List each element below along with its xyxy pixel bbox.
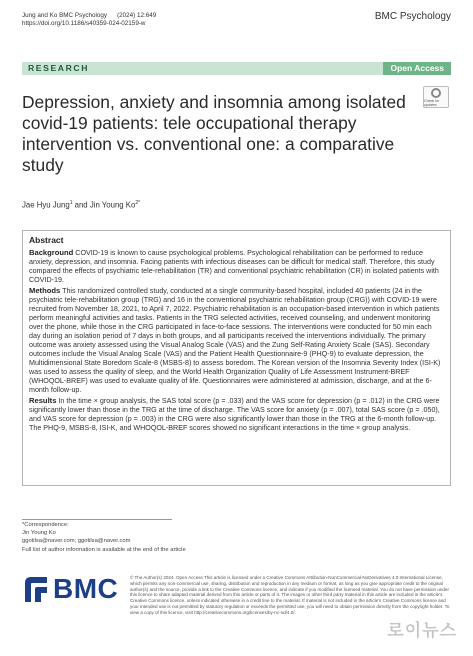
open-access-badge: Open Access	[383, 62, 451, 75]
correspondence	[22, 522, 186, 555]
author-list	[22, 200, 140, 210]
check-updates-label: Check for updates	[424, 98, 440, 107]
author-affiliation-sup: 1	[69, 200, 73, 206]
author-affiliation-sup: 2*	[135, 200, 141, 206]
article-title: Depression, anxiety and insomnia among isolated covid-19 patients: tele occupational therapy intervention vs. conventional one: a comparative study	[22, 92, 406, 175]
author-link[interactable]: Jin Young Ko	[89, 200, 136, 210]
year-volume: (2024) 12:649	[117, 12, 157, 19]
correspondence-name: Jin Young Ko	[22, 529, 56, 536]
article-type-label: RESEARCH	[28, 63, 90, 73]
author-link[interactable]: Jae Hyu Jung	[22, 200, 70, 210]
footnote-divider	[22, 519, 172, 520]
results-label: Results	[29, 396, 57, 406]
bmc-logo	[22, 573, 118, 605]
abstract-heading: Abstract	[29, 235, 64, 245]
citation: Jung and Ko BMC Psychology	[22, 12, 108, 19]
correspondence-email[interactable]: ggotilsa@naver.com; ggotilsa@naver.com	[22, 537, 131, 544]
doi-link[interactable]: https://doi.org/10.1186/s40359-024-02159-w	[22, 20, 146, 27]
watermark: 로이뉴스	[387, 621, 457, 640]
methods-text: This randomized controlled study, conducted at a single community-based hospital, included 40 patients (24 in the psychiatric tele-rehabilitation group (TRG) and 16 in the conventional psychiatric rehabilitation group (CRG)) with COVID-19 were recruited from November 18, 2021, to April 7, 2022. Psychiatric rehabilitation is an occupation-based intervention in which patients perform meaningful activities and tasks. Patients in the TRG selected activities, received counseling, and underwent monitoring over the phone, while those in the CRG participated in face-to-face sessions. The interventions were conducted for 50 min each day during an isolation period of 7 days in both groups, and all participants received the interventions individually. The primary outcome was anxiety assessed using the Visual Analog Scale (VAS) and the Zung Self-Rating Anxiety Scale (SAS). Secondary outcomes include the Visual Analog Scale (VAS) and the Patient Health Questionnaire-9 (PHQ-9) to evaluate depression, the Multidimensional State Boredom Scale-8 (MSBS-8) to assess boredom. The Korean version of the Insomnia Severity Index (ISI-K) was used to assess the quality of sleep, and the World Health Organization Quality of Life Assessment Instrument-BREF (WHOQOL-BREF) was used to evaluate quality of life. Questionnaires were administered at admission, discharge, and at the 6-month follow-up.	[29, 287, 441, 394]
results-text: In the time × group analysis, the SAS total score (p = .033) and the VAS score for depression (p = .012) in the CRG were significantly lower than those in the TRG at the time of discharge. The VAS score for anxiety (p = .007), total SAS score (p = .050), and VAS score for depression (p = .003) in the CRG were also significantly lower than those in the TRG at the 6-month follow-up. The PHQ-9, MSBS-8, ISI-K, and WHOQOL-BREF scores showed no significant interactions in the time × group analysis.	[29, 397, 440, 433]
abstract-background	[29, 249, 444, 285]
author-separator: and	[72, 200, 90, 210]
journal-name: BMC Psychology	[374, 11, 451, 22]
abstract-results	[29, 397, 444, 433]
background-text: COVID-19 is known to cause psychological problems. Psychological rehabilitation can be performed to reduce anxiety, depression, and insomnia. Facing patients with infectious diseases can be difficult for medical staff. Therefore, this study compared the effects of psychiatric tele-rehabilitation (TR) and conventional psychiatric rehabilitation (CR) in isolated patients with COVID-19.	[29, 248, 439, 284]
abstract-methods	[29, 287, 444, 394]
citation-header	[22, 12, 166, 28]
correspondence-label: *Correspondence:	[22, 522, 69, 528]
bmc-logo-text: BMC	[53, 573, 119, 604]
check-for-updates-button[interactable]	[423, 86, 449, 108]
license-text: © The Author(s) 2024. Open Access This article is licensed under a Creative Commons Attribution-NonCommercial-NoDerivatives 4.0 International License, which permits any non-commercial use, sharing, distribution and reproduction in any medium or format, as long as you give appropriate credit to the original author(s) and the source, provide a link to the Creative Commons licence, and indicate if you modified the licensed material. You do not have permission under this licence to share adapted material derived from this article or parts of it. The images or other third party material in this article are included in the article's Creative Commons licence, unless indicated otherwise in a credit line to the material. If material is not included in the article's Creative Commons licence and your intended use is not permitted by statutory regulation or exceeds the permitted use, you will need to obtain permission directly from the copyright holder. To view a copy of this licence, visit http://creativecommons.org/licenses/by-nc-nd/4.0/.	[130, 575, 450, 615]
article-type-bar	[22, 62, 451, 75]
background-label: Background	[29, 247, 74, 257]
abstract-box	[22, 230, 451, 486]
bmc-logo-icon	[22, 574, 50, 604]
author-info-note: Full list of author information is available at the end of the article	[22, 547, 186, 554]
check-updates-icon	[431, 88, 441, 98]
methods-label: Methods	[29, 286, 61, 296]
